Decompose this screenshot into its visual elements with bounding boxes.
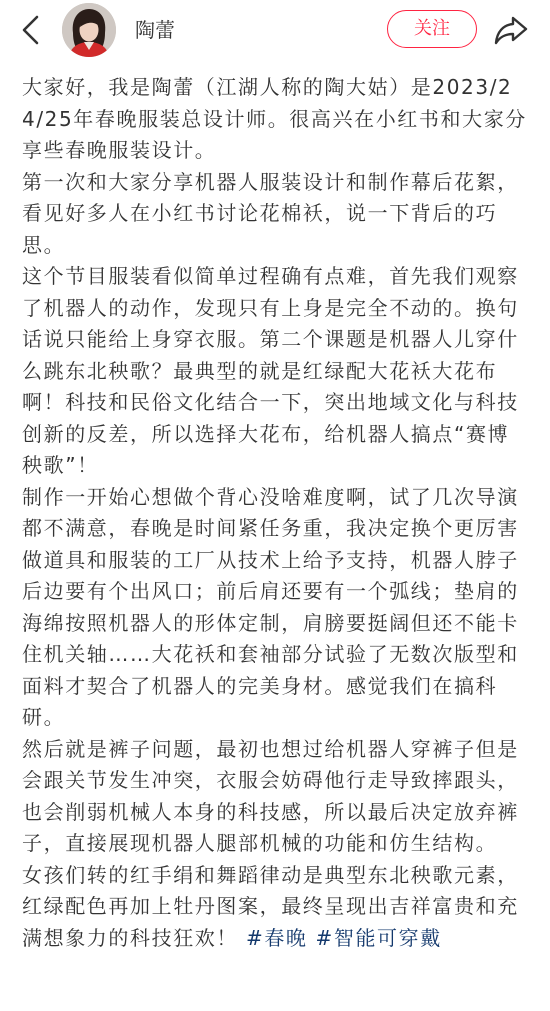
- closing-text: 女孩们转的红手绢和舞蹈律动是典型东北秧歌元素，红绿配色再加上牡丹图案，最终呈现出吉祥富贵和充满想象力的科技狂欢！: [22, 862, 519, 950]
- back-button[interactable]: [14, 12, 50, 48]
- avatar-photo: [62, 3, 116, 57]
- follow-button[interactable]: 关注: [387, 10, 477, 48]
- chevron-left-icon: [14, 12, 50, 48]
- note-content: [22, 72, 528, 1011]
- hashtag-link[interactable]: #智能可穿戴: [315, 925, 442, 950]
- author-name[interactable]: 陶蕾: [135, 18, 175, 42]
- note-paragraph-costume-idea: 这个节目服装看似简单过程确有点难，首先我们观察了机器人的动作，发现只有上身是完全不动的。换句话说只能给上身穿衣服。第二个课题是机器人儿穿什么跳东北秧歌？最典型的就是红绿配大花袄大花布啊！科技和民俗文化结合一下，突出地域文化与科技创新的反差，所以选择大花布，给机器人搞点“赛博秧歌”！: [22, 264, 519, 477]
- top-navigation-bar: [0, 0, 550, 68]
- share-button[interactable]: [492, 11, 530, 49]
- avatar[interactable]: [62, 3, 116, 57]
- note-paragraph-intro: 大家好，我是陶蕾（江湖人称的陶大姑）是2023/24/25年春晚服装总设计师。很高兴在小红书和大家分享些春晚服装设计。: [22, 75, 527, 162]
- hashtag-link[interactable]: #春晚: [245, 925, 308, 950]
- note-paragraph-closing: [22, 860, 528, 955]
- note-paragraph-pants: 然后就是裤子问题，最初也想过给机器人穿裤子但是会跟关节发生冲突，衣服会妨碍他行走导致摔跟头，也会削弱机械人本身的科技感，所以最后决定放弃裤子，直接展现机器人腿部机械的功能和仿生结构。: [22, 736, 519, 855]
- note-paragraph-production: 制作一开始心想做个背心没啥难度啊，试了几次导演都不满意，春晚是时间紧任务重，我决定换个更厉害做道具和服装的工厂从技术上给予支持，机器人脖子后边要有个出风口；前后肩还要有一个弧线；垫肩的海绵按照机器人的形体定制，肩膀要挺阔但还不能卡住机关轴……大花袄和套袖部分试验了无数次版型和面料才契合了机器人的完美身材。感觉我们在搞科研。: [22, 484, 519, 729]
- share-icon: [492, 11, 530, 49]
- note-paragraph-behind-scenes: 第一次和大家分享机器人服装设计和制作幕后花絮，看见好多人在小红书讨论花棉袄，说一下背后的巧思。: [22, 169, 519, 257]
